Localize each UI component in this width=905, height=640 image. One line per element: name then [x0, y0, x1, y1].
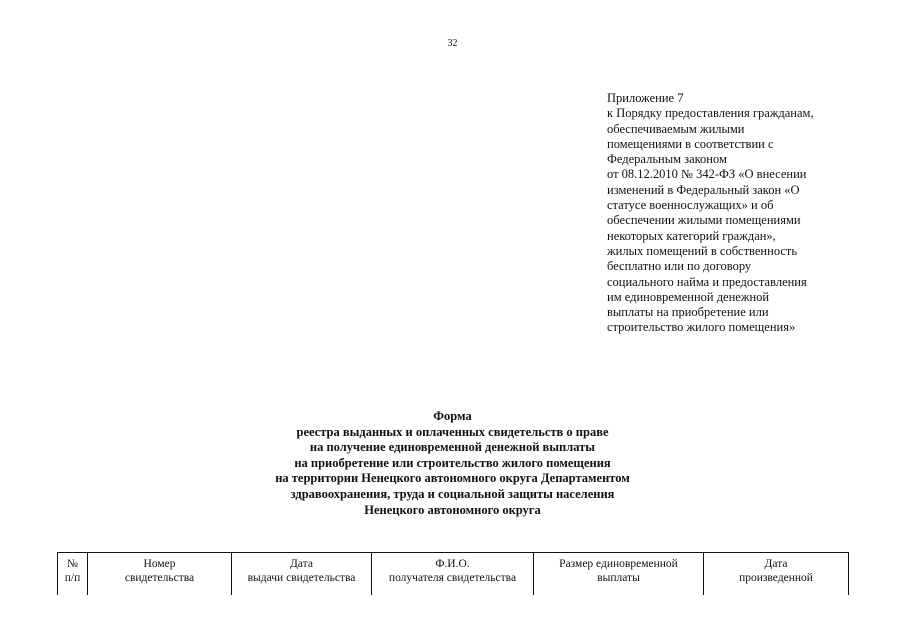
column-header-certificate-number: Номер свидетельства	[88, 553, 232, 596]
form-title-line: на территории Ненецкого автономного округа Департаментом	[275, 471, 630, 486]
form-title-line: здравоохранения, труда и социальной защиты населения	[290, 486, 615, 501]
appendix-line: обеспечиваемым жилыми	[607, 121, 745, 136]
page-number: 32	[447, 38, 458, 49]
appendix-line: жилых помещений в собственность	[607, 243, 798, 258]
form-title	[0, 409, 905, 518]
form-title-line: Форма	[433, 409, 472, 423]
appendix-line: к Порядку предоставления гражданам,	[607, 106, 814, 121]
appendix-line: помещениями в соответствии с	[607, 136, 774, 151]
appendix-reference	[607, 91, 847, 336]
form-title-line: реестра выданных и оплаченных свидетельств о праве	[296, 424, 609, 439]
appendix-line: обеспечении жилыми помещениями	[607, 213, 801, 228]
column-header-recipient-name: Ф.И.О. получателя свидетельства	[372, 553, 534, 596]
appendix-line: бесплатно или по договору	[607, 259, 752, 274]
appendix-line: Федеральным законом	[607, 152, 727, 167]
appendix-line: некоторых категорий граждан»,	[607, 228, 776, 243]
appendix-line: Приложение 7	[607, 91, 684, 105]
form-title-line: Ненецкого автономного округа	[364, 502, 541, 517]
column-header-payment-date: Дата произведенной	[704, 553, 849, 596]
appendix-line: им единовременной денежной	[607, 289, 770, 304]
form-title-line: на получение единовременной денежной выплаты	[309, 440, 596, 455]
appendix-line: изменений в Федеральный закон «О	[607, 182, 800, 197]
form-title-line: на приобретение или строительство жилого помещения	[294, 455, 611, 470]
appendix-line: статусе военнослужащих» и об	[607, 198, 774, 213]
column-header-payment-amount: Размер единовременной выплаты	[534, 553, 704, 596]
column-header-issue-date: Дата выдачи свидетельства	[232, 553, 372, 596]
appendix-line: от 08.12.2010 № 342-ФЗ «О внесении	[607, 167, 807, 182]
appendix-line: социального найма и предоставления	[607, 274, 807, 289]
column-header-number: № п/п	[58, 553, 88, 596]
registry-table	[57, 552, 849, 595]
table-header-row	[58, 553, 849, 596]
appendix-line: строительство жилого помещения»	[607, 320, 796, 335]
appendix-line: выплаты на приобретение или	[607, 305, 769, 320]
